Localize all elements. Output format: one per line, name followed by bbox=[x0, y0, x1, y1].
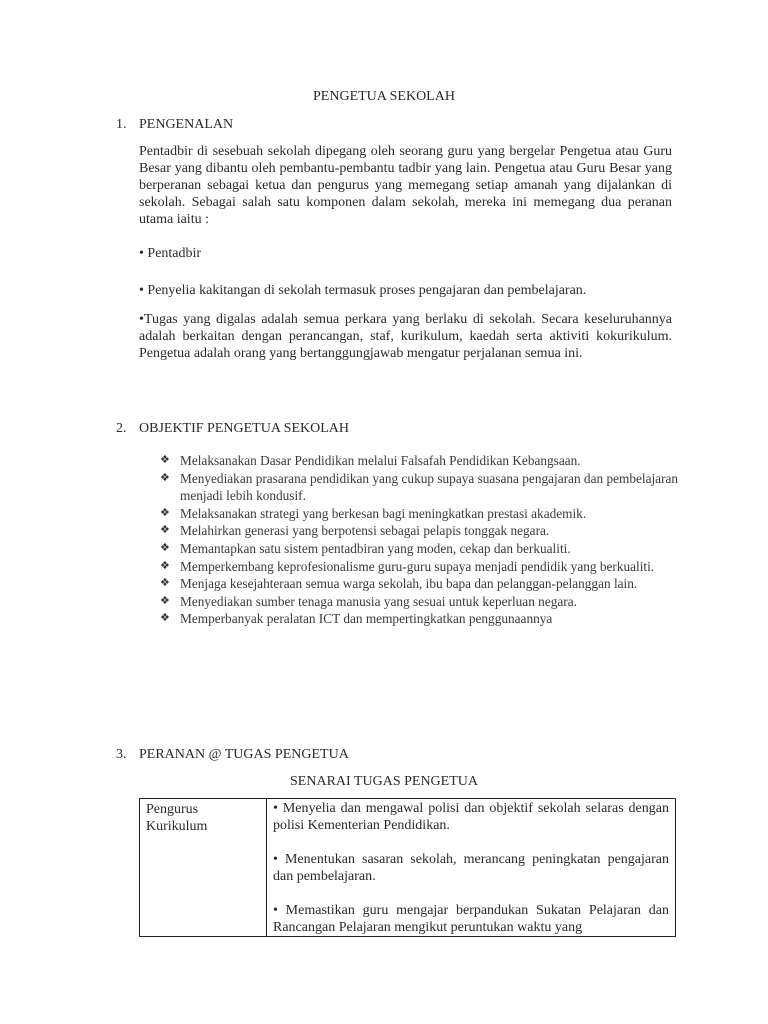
section-2-heading: OBJEKTIF PENGETUA SEKOLAH bbox=[139, 421, 349, 436]
diamond-bullet-icon: ❖ bbox=[160, 454, 170, 466]
objective-item: ❖ Melaksanakan Dasar Pendidikan melalui Falsafah Pendidikan Kebangsaan. bbox=[160, 453, 581, 468]
section-1-heading: PENGENALAN bbox=[139, 117, 234, 132]
diamond-bullet-icon: ❖ bbox=[160, 471, 170, 484]
objective-item: ❖ Memperbanyak peralatan ICT dan mempertingkatkan penggunaannya bbox=[160, 611, 553, 627]
diamond-bullet-icon: ❖ bbox=[160, 524, 170, 537]
role-item-penyelia: • Penyelia kakitangan di sekolah termasuk proses pengajaran dan pembelajaran. bbox=[139, 283, 587, 298]
tasks-table bbox=[139, 798, 676, 937]
objective-item: ❖ Melahirkan generasi yang berpotensi sebagai pelapis tonggak negara. bbox=[160, 523, 550, 539]
section-2-number: 2. bbox=[116, 421, 127, 436]
task-item: • Memastikan guru mengajar berpandukan Sukatan Pelajaran dan Rancangan Pelajaran mengikut peruntukan waktu yang bbox=[273, 903, 669, 935]
objective-item: ❖ Menjaga kesejahteraan semua warga sekolah, ibu bapa dan pelanggan-pelanggan lain. bbox=[160, 576, 638, 592]
objective-item: ❖ Melaksanakan strategi yang berkesan bagi meningkatkan prestasi akademik. bbox=[160, 505, 587, 521]
tasks-cell bbox=[267, 799, 676, 937]
objective-item: ❖ Memperkembang keprofesionalisme guru-guru supaya menjadi pendidik yang berkualiti. bbox=[160, 558, 655, 574]
section-1-paragraph-2: •Tugas yang digalas adalah semua perkara yang berlaku di sekolah. Secara keseluruhannya adalah berkaitan dengan perancangan, staf, kurikulum, kaedah serta aktiviti kokurikulum. Pengetua adalah orang yang bertanggungjawab mengatur perjalanan semua ini. bbox=[139, 312, 672, 361]
objectives-list bbox=[160, 452, 720, 628]
category-cell: Pengurus Kurikulum bbox=[140, 799, 267, 937]
diamond-bullet-icon: ❖ bbox=[160, 594, 170, 607]
section-3-number: 3. bbox=[116, 747, 127, 762]
diamond-bullet-icon: ❖ bbox=[160, 577, 170, 590]
objective-item: ❖ Memantapkan satu sistem pentadbiran yang moden, cekap dan berkualiti. bbox=[160, 540, 571, 556]
task-item: • Menentukan sasaran sekolah, merancang peningkatan pengajaran dan pembelajaran. bbox=[273, 852, 669, 884]
role-item-pentadbir: • Pentadbir bbox=[139, 246, 202, 261]
diamond-bullet-icon: ❖ bbox=[160, 541, 170, 554]
diamond-bullet-icon: ❖ bbox=[160, 559, 170, 572]
table-title: SENARAI TUGAS PENGETUA bbox=[290, 774, 478, 789]
objective-item: ❖ Menyediakan sumber tenaga manusia yang sesuai untuk keperluan negara. bbox=[160, 593, 577, 609]
diamond-bullet-icon: ❖ bbox=[160, 612, 170, 625]
objective-item: ❖ Menyediakan prasarana pendidikan yang cukup supaya suasana pengajaran dan pembelajaran menjadi lebih kondusif. bbox=[160, 470, 679, 504]
task-item: • Menyelia dan mengawal polisi dan objektif sekolah selaras dengan polisi Kementerian Pendidikan. bbox=[273, 801, 669, 833]
diamond-bullet-icon: ❖ bbox=[160, 506, 170, 519]
section-1-paragraph: Pentadbir di sesebuah sekolah dipegang oleh seorang guru yang bergelar Pengetua atau Guru Besar yang dibantu oleh pembantu-pembantu tadbir yang lain. Pengetua atau Guru Besar yang berperanan sebagai ketua dan pengurus yang memegang setiap amanah yang dijalankan di sekolah. Sebagai salah satu komponen dalam sekolah, mereka ini memegang dua peranan utama iaitu : bbox=[139, 144, 672, 227]
section-1-number: 1. bbox=[116, 117, 127, 132]
section-3-heading: PERANAN @ TUGAS PENGETUA bbox=[139, 747, 349, 762]
table-row bbox=[140, 799, 676, 937]
document-title: PENGETUA SEKOLAH bbox=[313, 89, 455, 104]
